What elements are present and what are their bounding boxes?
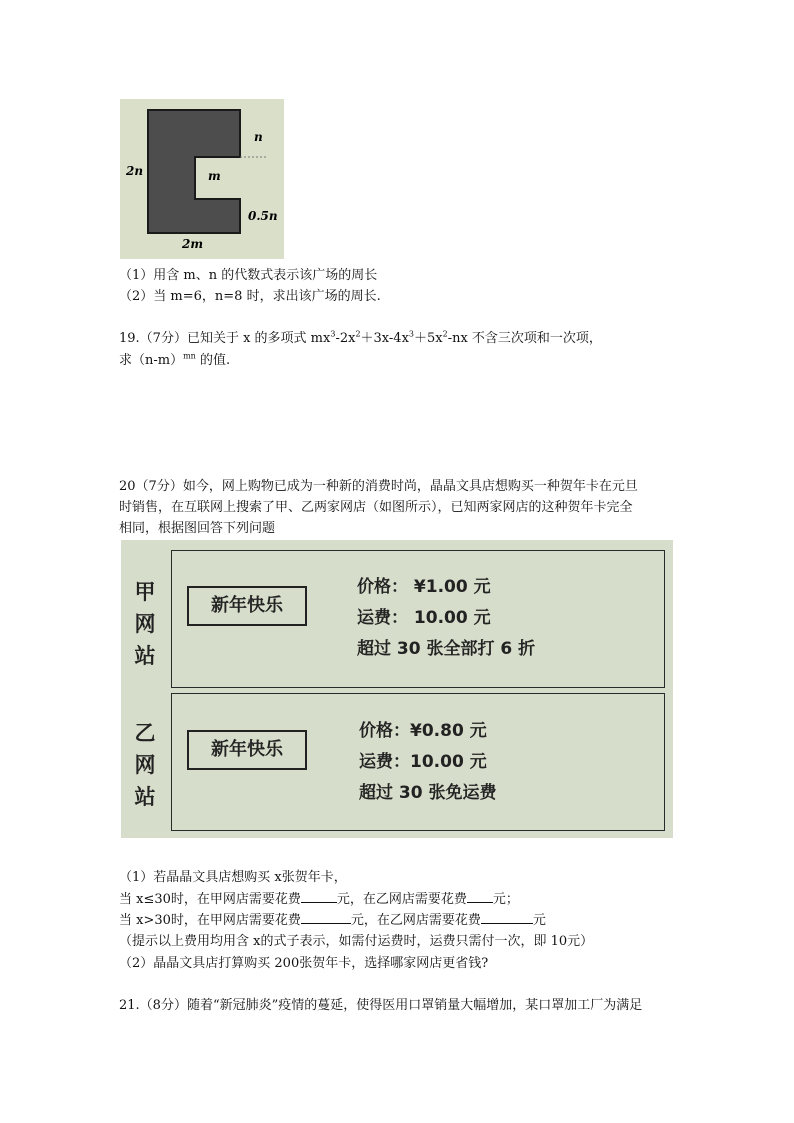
shop-b-info — [359, 716, 497, 809]
q20-part1: （1）若晶晶文具店想购买 x张贺年卡， — [119, 870, 347, 885]
shops-figure — [121, 540, 673, 838]
shop-b-char: 乙 — [134, 721, 156, 745]
shop-a-char: 站 — [134, 644, 156, 668]
q19-line2: 求$(n-m)^{mn}$ 的值. — [119, 351, 231, 368]
shop-a-card-badge: 新年快乐 — [187, 586, 307, 626]
q20-cond2: 当 x>30时，在甲网店需要花费 元，在乙网店需要花费 元 — [119, 913, 546, 928]
answer-blank[interactable] — [301, 911, 351, 924]
label-2m: 2m — [182, 237, 204, 251]
q20-line1: 20（7分）如今，网上购物已成为一种新的消费时尚，晶晶文具店想购买一种贺年卡在元旦 — [119, 479, 638, 494]
shop-b-char: 站 — [134, 785, 156, 809]
shop-b-shipping: 运费：10.00 元 — [359, 752, 487, 772]
shop-a-char: 网 — [134, 612, 156, 636]
label-2n: 2n — [126, 164, 144, 178]
plaza-figure — [120, 99, 284, 259]
shop-b-price: 价格：¥0.80 元 — [359, 721, 487, 741]
shop-b-char: 网 — [134, 753, 156, 777]
shop-b-offer: 超过 30 张免运费 — [359, 783, 497, 803]
q18-part2: （2）当 m=6，n=8 时，求出该广场的周长. — [119, 289, 381, 304]
shop-a-side-label — [121, 576, 169, 672]
q18-part1: （1）用含 m、n 的代数式表示该广场的周长 — [119, 268, 378, 283]
q19-line1: 19.（7分）已知关于 x 的多项式 $mx^3-2x^2+3x-4x^3+5x^2-nx$ 不含三次项和一次项， — [119, 329, 602, 346]
q21-line1: 21.（8分）随着“新冠肺炎”疫情的蔓延，使得医用口罩销量大幅增加，某口罩加工厂为满足 — [119, 998, 643, 1013]
q20-line3: 相同，根据图回答下列问题 — [119, 521, 276, 536]
q20-cond1: 当 x≤30时，在甲网店需要花费 元，在乙网店需要花费 元； — [119, 892, 519, 907]
label-n: n — [254, 130, 263, 144]
answer-blank[interactable] — [301, 890, 337, 903]
answer-blank[interactable] — [481, 911, 533, 924]
shop-a-offer: 超过 30 张全部打 6 折 — [357, 639, 536, 659]
shop-b-side-label — [121, 717, 169, 813]
shop-b-card-badge: 新年快乐 — [187, 730, 307, 770]
shop-a-shipping: 运费： 10.00 元 — [357, 608, 491, 628]
q20-line2: 时销售，在互联网上搜索了甲、乙两家网店（如图所示），已知两家网店的这种贺年卡完全 — [119, 500, 633, 515]
shop-a-char: 甲 — [134, 580, 156, 604]
shop-a-price: 价格： ¥1.00 元 — [357, 577, 491, 597]
q20-hint: （提示以上费用均用含 x的式子表示，如需付运费时，运费只需付一次，即 10元） — [119, 934, 594, 949]
answer-blank[interactable] — [467, 890, 493, 903]
plaza-shape — [148, 110, 240, 233]
q20-part2: （2）晶晶文具店打算购买 200张贺年卡，选择哪家网店更省钱? — [119, 956, 489, 971]
label-0-5n: 0.5n — [248, 209, 278, 223]
shop-a-info — [357, 572, 535, 665]
label-m: m — [208, 169, 221, 183]
plaza-diagram — [120, 99, 284, 259]
